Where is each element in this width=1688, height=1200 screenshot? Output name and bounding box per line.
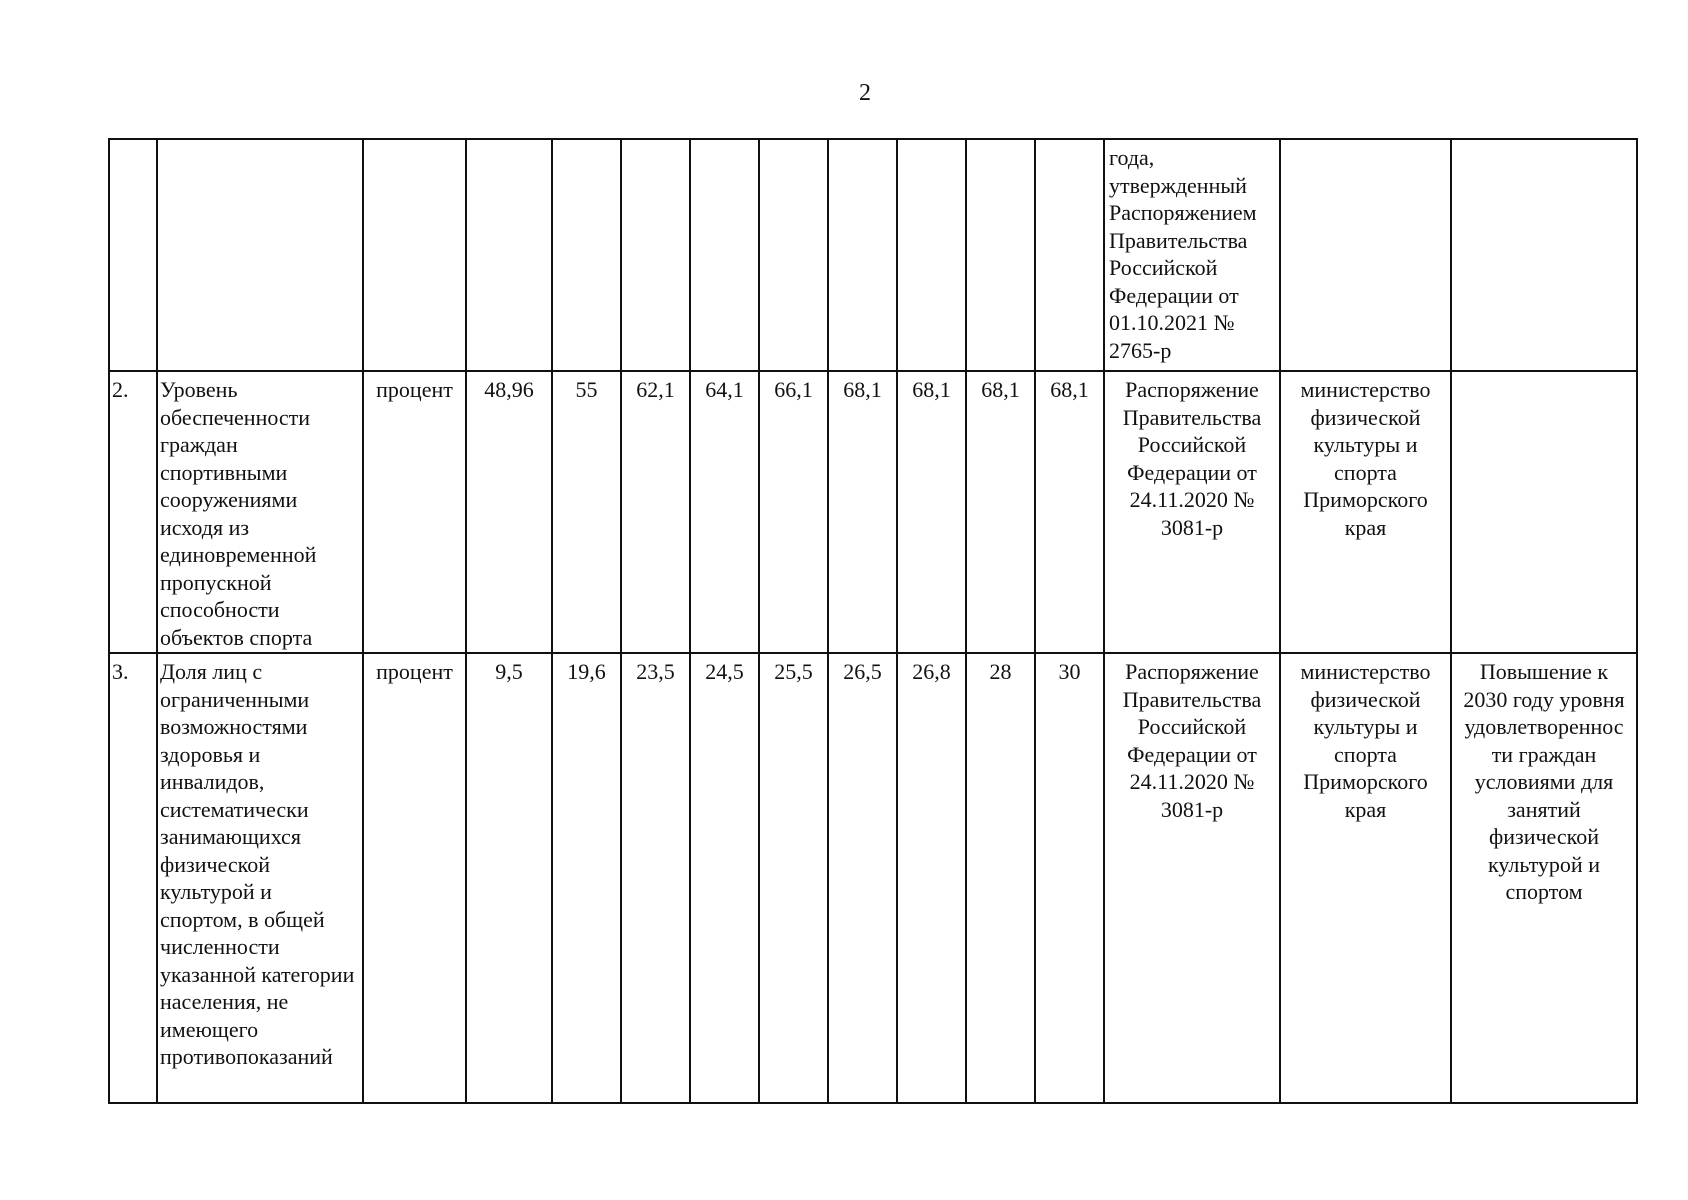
cell-responsible: министерство физической культуры и спорта Приморского края	[1280, 371, 1451, 653]
cell-value	[759, 139, 828, 371]
cell-value	[966, 139, 1035, 371]
cell-value: 26,8	[897, 653, 966, 1103]
cell-value: 48,96	[466, 371, 552, 653]
cell-value	[466, 139, 552, 371]
table-row	[109, 653, 1637, 1103]
cell-note	[1451, 139, 1637, 371]
cell-value: 68,1	[897, 371, 966, 653]
cell-value: 66,1	[759, 371, 828, 653]
cell-value	[621, 139, 690, 371]
table-row	[109, 371, 1637, 653]
cell-value: 9,5	[466, 653, 552, 1103]
cell-value: 24,5	[690, 653, 759, 1103]
cell-name: Уровень обеспеченности граждан спортивными сооружениями исходя из единовременной пропускной способности объектов спорта	[157, 371, 363, 653]
cell-responsible: министерство физической культуры и спорта Приморского края	[1280, 653, 1451, 1103]
cell-value	[1035, 139, 1104, 371]
cell-value: 68,1	[966, 371, 1035, 653]
cell-value: 26,5	[828, 653, 897, 1103]
cell-unit	[363, 139, 466, 371]
cell-value	[690, 139, 759, 371]
cell-value: 25,5	[759, 653, 828, 1103]
cell-no: 2.	[109, 371, 157, 653]
cell-source: Распоряжение Правительства Российской Федерации от 24.11.2020 № 3081-р	[1104, 371, 1280, 653]
cell-value: 68,1	[828, 371, 897, 653]
cell-source: Распоряжение Правительства Российской Федерации от 24.11.2020 № 3081-р	[1104, 653, 1280, 1103]
indicators-table	[108, 138, 1638, 1104]
cell-value	[828, 139, 897, 371]
cell-value: 28	[966, 653, 1035, 1103]
cell-note	[1451, 371, 1637, 653]
page-number: 2	[859, 80, 871, 106]
cell-no: 3.	[109, 653, 157, 1103]
cell-value	[552, 139, 621, 371]
cell-value: 30	[1035, 653, 1104, 1103]
cell-value: 64,1	[690, 371, 759, 653]
cell-unit: процент	[363, 653, 466, 1103]
cell-source: года, утвержденный Распоряжением Правительства Российской Федерации от 01.10.2021 № 2765-р	[1104, 139, 1280, 371]
cell-note: Повышение к 2030 году уровня удовлетвореннос ти граждан условиями для занятий физической культурой и спортом	[1451, 653, 1637, 1103]
cell-no	[109, 139, 157, 371]
table-row-continuation	[109, 139, 1637, 371]
cell-responsible	[1280, 139, 1451, 371]
cell-value: 23,5	[621, 653, 690, 1103]
cell-unit: процент	[363, 371, 466, 653]
cell-value: 68,1	[1035, 371, 1104, 653]
cell-value: 55	[552, 371, 621, 653]
cell-value	[897, 139, 966, 371]
cell-name	[157, 139, 363, 371]
cell-value: 62,1	[621, 371, 690, 653]
cell-value: 19,6	[552, 653, 621, 1103]
cell-name: Доля лиц с ограниченными возможностями здоровья и инвалидов, систематически занимающихся физической культурой и спортом, в общей численности указанной категории населения, не имеющего противопоказаний	[157, 653, 363, 1103]
